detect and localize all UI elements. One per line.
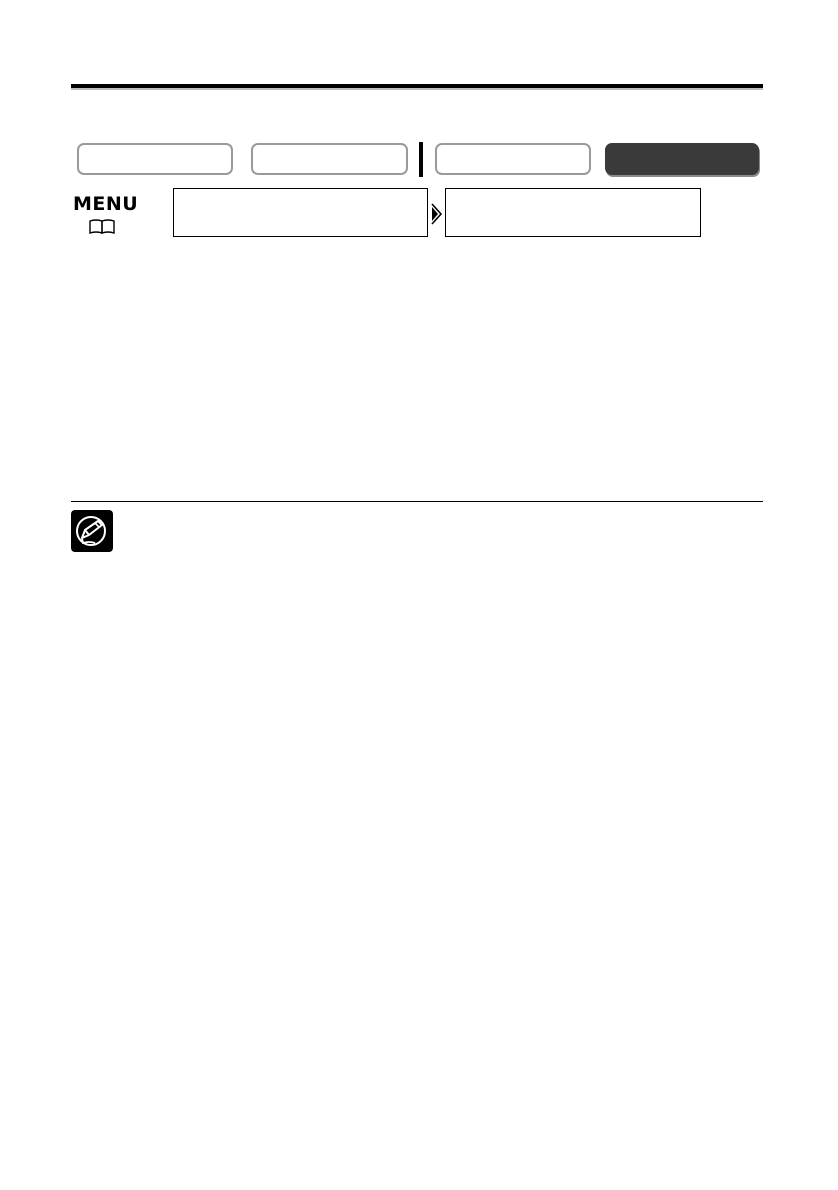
mode-tab-1[interactable] xyxy=(77,143,233,175)
mode-tab-divider xyxy=(419,142,423,177)
header-rule-shadow xyxy=(71,88,763,90)
note-rule xyxy=(71,501,763,502)
mode-tab-2[interactable] xyxy=(251,143,408,175)
mode-tab-4-active[interactable] xyxy=(605,143,759,175)
chevron-right-icon xyxy=(430,203,443,225)
menu-path-box-2 xyxy=(445,188,701,237)
book-icon xyxy=(88,218,116,234)
note-pencil-icon xyxy=(71,510,113,552)
mode-tab-3[interactable] xyxy=(435,143,591,175)
menu-path-box-1 xyxy=(173,188,428,237)
menu-label: MENU xyxy=(73,193,139,215)
